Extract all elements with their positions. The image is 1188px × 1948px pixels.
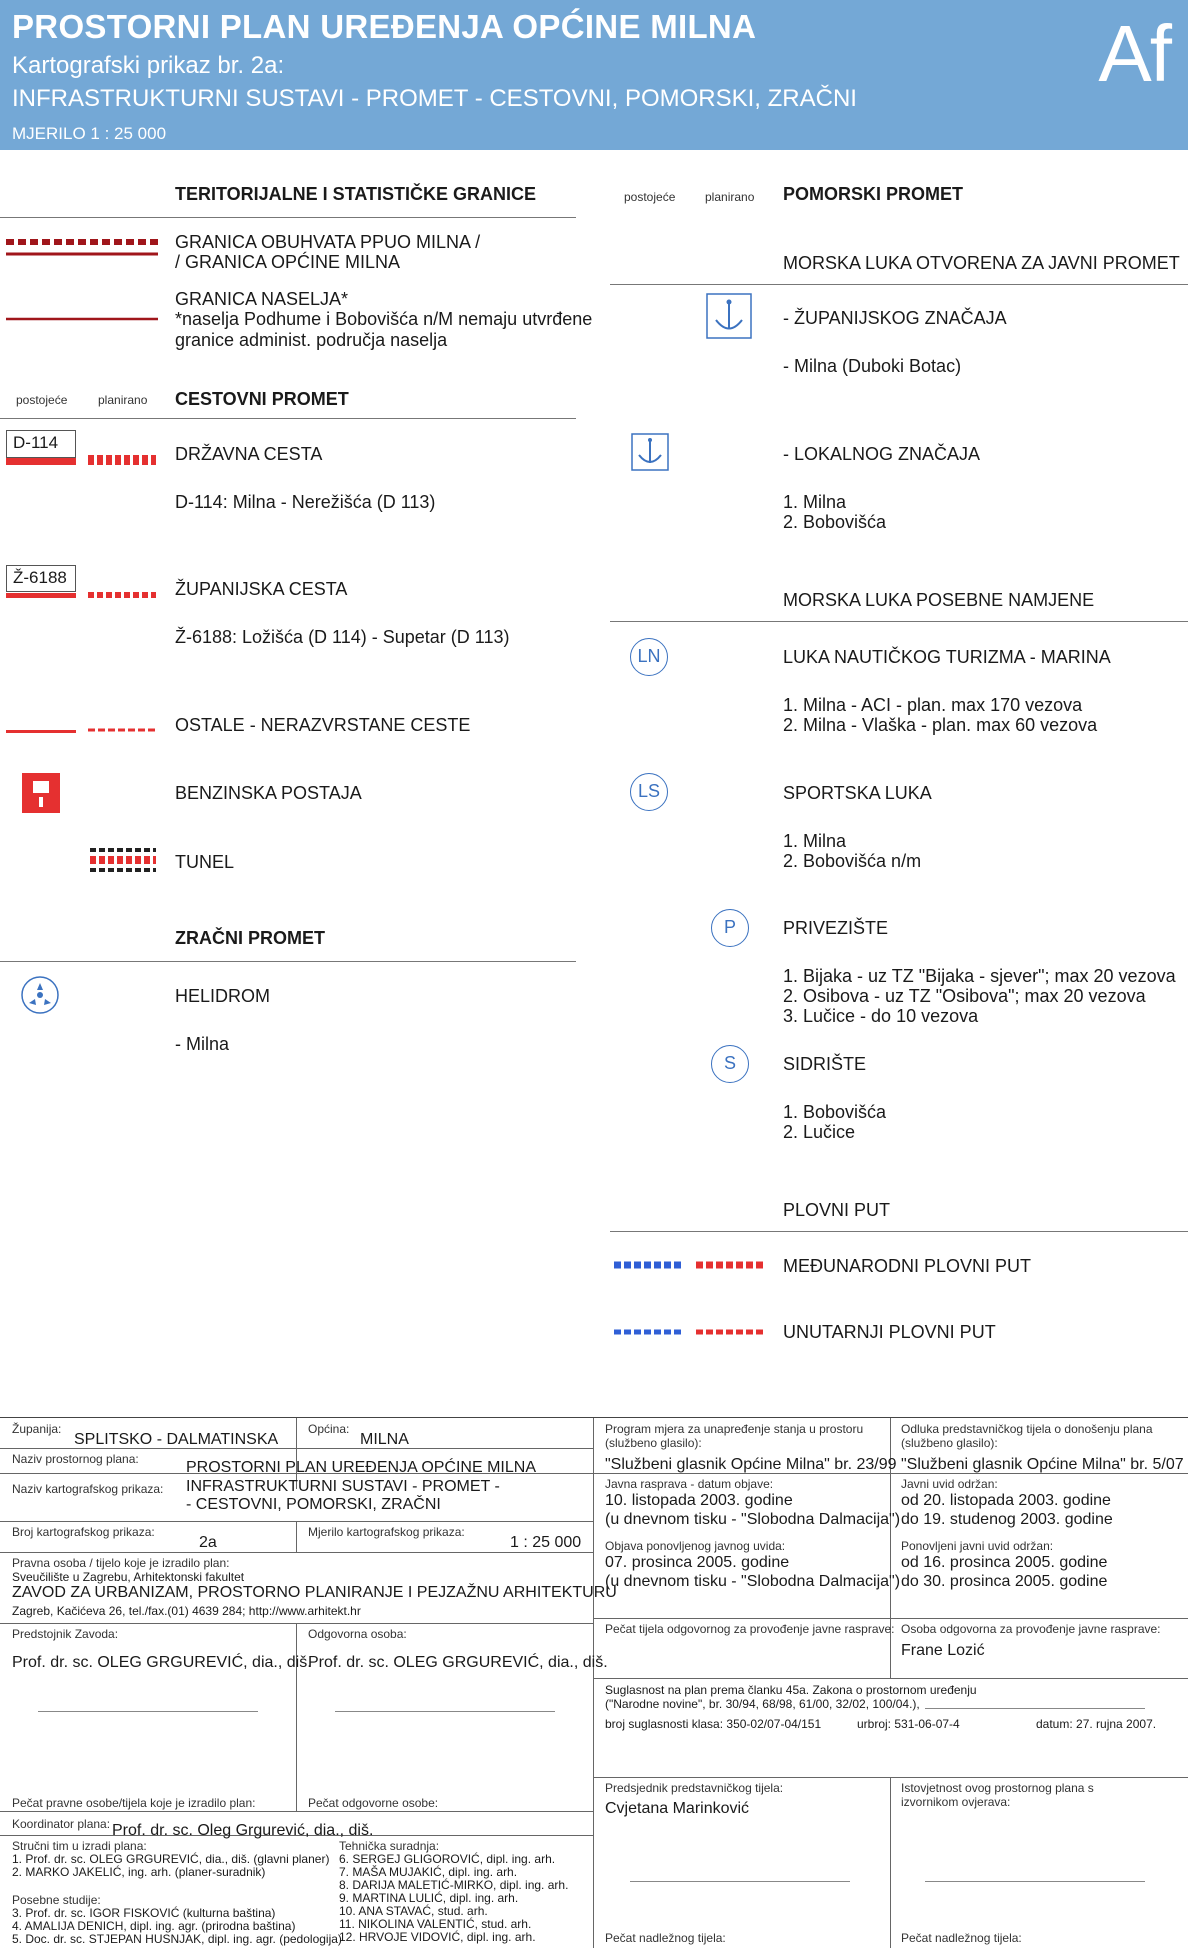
divider [610,1231,1188,1232]
program-label-1: Program mjera za unapređenje stanja u prostoru [605,1422,864,1436]
ppuo-label-1: GRANICA OBUHVATA PPUO MILNA / [175,232,481,252]
air-heading: ZRAČNI PROMET [175,928,325,948]
plan-title: PROSTORNI PLAN UREĐENJA OPĆINE MILNA [12,8,757,45]
map-name-value-2: - CESTOVNI, POMORSKI, ZRAČNI [186,1496,441,1513]
marina-item-1: 1. Milna - ACI - plan. max 170 vezova [783,695,1083,715]
consent-date: datum: 27. rujna 2007. [1036,1717,1157,1731]
entity-label: Pravna osoba / tijelo koje je izradilo plan: [12,1556,230,1570]
state-road-desc: D-114: Milna - Nerežišća (D 113) [175,492,436,512]
consent-text-1: Suglasnost na plan prema članku 45a. Zakona o prostornom uređenju [605,1683,977,1697]
study-2: 4. AMALIJA DENICH, dipl. ing. agr. (prirodna baština) [12,1919,296,1933]
tech-member-6: 6. SERGEJ GLIGOROVIĆ, dipl. ing. arh. [339,1852,556,1866]
anchorage-item-1: 1. Bobovišća [783,1102,887,1122]
helipad-item: - Milna [175,1034,230,1054]
repeat-inspection-label: Ponovljeni javni uvid održan: [901,1539,1054,1553]
territorial-heading: TERITORIJALNE I STATISTIČKE GRANICE [175,184,537,204]
inland-route-label: UNUTARNJI PLOVNI PUT [783,1322,996,1342]
debate-responsible-label: Osoba odgovorna za provođenje javne rasprave: [901,1622,1161,1636]
responsible-stamp-label: Pečat odgovorne osobe: [308,1796,439,1810]
repeat-publication-label: Objava ponovljenog javnog uvida: [605,1539,786,1553]
inspection-label: Javni uvid održan: [901,1477,998,1491]
sport-port-label: SPORTSKA LUKA [783,783,932,803]
berth-item-1: 1. Bijaka - uz TZ "Bijaka - sjever"; max 20 vezova [783,966,1176,986]
tunnel-label: TUNEL [175,852,235,872]
authority-stamp-label-2: Pečat nadležnog tijela: [901,1931,1022,1945]
gas-station-label: BENZINSKA POSTAJA [175,783,362,803]
sport-port-symbol: LS [630,773,668,811]
marina-item-2: 2. Milna - Vlaška - plan. max 60 vezova [783,715,1098,735]
decision-label-2: (službeno glasilo): [901,1436,998,1450]
col-planned: planirano [98,393,148,407]
studies-label: Posebne studije: [12,1893,101,1907]
ppuo-boundary-symbol [6,236,158,260]
settlement-label: GRANICA NASELJA* [175,289,349,309]
map-number-value: 2a [199,1534,217,1551]
consent-text-2: ("Narodne novine", br. 30/94, 68/98, 61/00, 32/02, 100/04.), [605,1697,920,1711]
local-port-icon [631,433,669,471]
state-road-code: D-114 [6,430,76,458]
state-road-existing-symbol [6,458,76,465]
authenticity-label-1: Istovjetnost ovog prostornog plana s [901,1781,1094,1795]
sheet-code: Af [1098,9,1170,98]
county-port-icon [706,293,752,339]
divider [610,621,1188,622]
map-scale-value: 1 : 25 000 [510,1534,582,1551]
publication-date: 10. listopada 2003. godine [605,1492,793,1509]
decision-value: "Službeni glasnik Općine Milna" br. 5/07 [901,1456,1184,1473]
settlement-note-1: *naselja Podhume i Bobovišća n/M nemaju utvrđene [175,309,593,329]
county-port-item: - Milna (Duboki Botac) [783,356,962,376]
county-road-code: Ž-6188 [6,565,76,592]
entity-address: Zagreb, Kačićeva 26, tel./fax.(01) 4639 284; http://www.arhitekt.hr [12,1604,361,1618]
authority-stamp-label-1: Pečat nadležnog tijela: [605,1931,726,1945]
public-port-label: MORSKA LUKA OTVORENA ZA JAVNI PROMET [783,253,1180,273]
debate-responsible-value: Frane Lozić [901,1642,985,1659]
entity-stamp-label: Pečat pravne osobe/tijela koje je izradilo plan: [12,1796,256,1810]
state-road-planned-symbol [88,455,156,465]
map-subject: INFRASTRUKTURNI SUSTAVI - PROMET - CESTOVNI, POMORSKI, ZRAČNI [12,85,857,112]
map-name-label: Naziv kartografskog prikaza: [12,1482,164,1496]
team-member-2: 2. MARKO JAKELIĆ, ing. arh. (planer-suradnik) [12,1865,266,1879]
county-port-label: - ŽUPANIJSKOG ZNAČAJA [783,308,1007,328]
authenticity-label-2: izvornikom ovjerava: [901,1795,1011,1809]
marina-label: LUKA NAUTIČKOG TURIZMA - MARINA [783,647,1111,667]
divider [0,961,576,962]
local-port-label: - LOKALNOG ZNAČAJA [783,444,981,464]
repeat-inspection-from: od 16. prosinca 2005. godine [901,1554,1108,1571]
study-3: 5. Doc. dr. sc. STJEPAN HUSNJAK, dipl. ing. agr. (pedologija) [12,1932,342,1946]
anchorage-symbol: S [711,1045,749,1083]
helipad-label: HELIDROM [175,986,271,1006]
map-number-label: Broj kartografskog prikaza: [12,1525,155,1539]
debate-stamp-label: Pečat tijela odgovornog za provođenje javne rasprave: [605,1622,895,1636]
divider [610,284,1188,285]
header-banner [0,0,1188,150]
map-name-value-1: INFRASTRUKTURNI SUSTAVI - PROMET - [186,1478,500,1495]
plan-name-value: PROSTORNI PLAN UREĐENJA OPĆINE MILNA [186,1459,536,1476]
anchorage-label: SIDRIŠTE [783,1054,867,1074]
county-road-planned-symbol [88,591,156,599]
responsible-value: Prof. dr. sc. OLEG GRGUREVIĆ, dia., diš. [308,1654,608,1671]
divider [0,217,576,218]
entity-institute: ZAVOD ZA URBANIZAM, PROSTORNO PLANIRANJE I PEJZAŽNU ARHITEKTURU [12,1584,617,1601]
head-label: Predstojnik Zavoda: [12,1627,119,1641]
inspection-from: od 20. listopada 2003. godine [901,1492,1111,1509]
program-value: "Službeni glasnik Općine Milna" br. 23/99 [605,1456,897,1473]
gas-station-icon [22,773,60,813]
tech-member-11: 11. NIKOLINA VALENTIĆ, stud. arh. [339,1917,532,1931]
president-value: Cvjetana Marinković [605,1800,750,1817]
sea-heading: POMORSKI PROMET [783,184,964,204]
marina-symbol: LN [630,638,668,676]
settlement-note-2: granice administ. područja naselja [175,330,448,350]
responsible-label: Odgovorna osoba: [308,1627,407,1641]
berth-item-3: 3. Lučice - do 10 vezova [783,1006,979,1026]
map-number: Kartografski prikaz br. 2a: [12,52,285,79]
program-label-2: (službeno glasilo): [605,1436,702,1450]
county-road-desc: Ž-6188: Ložišća (D 114) - Supetar (D 113) [175,627,510,647]
sport-port-item-1: 1. Milna [783,831,847,851]
local-port-item-2: 2. Bobovišća [783,512,887,532]
tech-member-12: 12. HRVOJE VIDOVIĆ, dipl. ing. arh. [339,1930,536,1944]
col-planned: planirano [705,190,755,204]
coordinator-value: Prof. dr. sc. Oleg Grgurević, dia., diš. [112,1822,374,1839]
berth-item-2: 2. Osibova - uz TZ "Osibova"; max 20 vezova [783,986,1146,1006]
plan-name-label: Naziv prostornog plana: [12,1452,139,1466]
county-road-label: ŽUPANIJSKA CESTA [175,579,348,599]
municipality-value: MILNA [360,1431,409,1448]
tech-label: Tehnička suradnja: [339,1839,440,1853]
anchorage-item-2: 2. Lučice [783,1122,856,1142]
tech-member-9: 9. MARTINA LULIĆ, dipl. ing. arh. [339,1891,519,1905]
president-label: Predsjednik predstavničkog tijela: [605,1781,784,1795]
route-heading: PLOVNI PUT [783,1200,891,1220]
local-port-item-1: 1. Milna [783,492,847,512]
inland-route-symbol [614,1329,766,1335]
berth-symbol: P [711,909,749,947]
inspection-to: do 19. studenog 2003. godine [901,1511,1113,1528]
consent-urbroj: urbroj: 531-06-07-4 [857,1717,960,1731]
publication-press: (u dnevnom tisku - "Slobodna Dalmacija") [605,1511,901,1528]
berth-label: PRIVEZIŠTE [783,918,889,938]
divider [0,418,576,419]
other-road-planned-symbol [88,727,156,733]
other-road-label: OSTALE - NERAZVRSTANE CESTE [175,715,471,735]
col-existing: postojeće [16,393,68,407]
tech-member-8: 8. DARIJA MALETIĆ-MIRKO, dipl. ing. arh. [339,1878,569,1892]
state-road-label: DRŽAVNA CESTA [175,444,323,464]
repeat-publication-press: (u dnevnom tisku - "Slobodna Dalmacija") [605,1573,901,1590]
repeat-inspection-to: do 30. prosinca 2005. godine [901,1573,1108,1590]
team-member-1: 1. Prof. dr. sc. OLEG GRGUREVIĆ, dia., diš. (glavni planer) [12,1852,330,1866]
county-label: Županija: [12,1422,62,1436]
head-value: Prof. dr. sc. OLEG GRGUREVIĆ, dia., diš. [12,1654,312,1671]
col-existing: postojeće [624,190,676,204]
tech-member-7: 7. MAŠA MUJAKIĆ, dipl. ing. arh. [339,1865,518,1879]
map-scale-label: Mjerilo kartografskog prikaza: [308,1525,465,1539]
sport-port-item-2: 2. Bobovišća n/m [783,851,922,871]
repeat-publication-date: 07. prosinca 2005. godine [605,1554,790,1571]
intl-route-label: MEĐUNARODNI PLOVNI PUT [783,1256,1032,1276]
intl-route-symbol [614,1261,766,1269]
other-road-existing-symbol [6,730,76,733]
road-heading: CESTOVNI PROMET [175,389,349,409]
study-1: 3. Prof. dr. sc. IGOR FISKOVIĆ (kulturna baština) [12,1906,276,1920]
helipad-icon [20,975,60,1015]
publication-label: Javna rasprava - datum objave: [605,1477,774,1491]
map-scale: MJERILO 1 : 25 000 [12,124,167,143]
entity-university: Sveučilište u Zagrebu, Arhitektonski fakultet [12,1570,245,1584]
county-value: SPLITSKO - DALMATINSKA [74,1431,279,1448]
team-label: Stručni tim u izradi plana: [12,1839,147,1853]
municipality-label: Općina: [308,1422,350,1436]
county-road-existing-symbol [6,593,76,598]
consent-class: broj suglasnosti klasa: 350-02/07-04/151 [605,1717,822,1731]
ppuo-label-2: / GRANICA OPĆINE MILNA [175,252,401,272]
special-port-label: MORSKA LUKA POSEBNE NAMJENE [783,590,1095,610]
decision-label-1: Odluka predstavničkog tijela o donošenju plana [901,1422,1153,1436]
settlement-boundary-symbol [6,316,158,322]
tech-member-10: 10. ANA STAVAĆ, stud. arh. [339,1904,488,1918]
tunnel-symbol [90,846,156,874]
coordinator-label: Koordinator plana: [12,1817,111,1831]
title-block [0,1417,1188,1948]
